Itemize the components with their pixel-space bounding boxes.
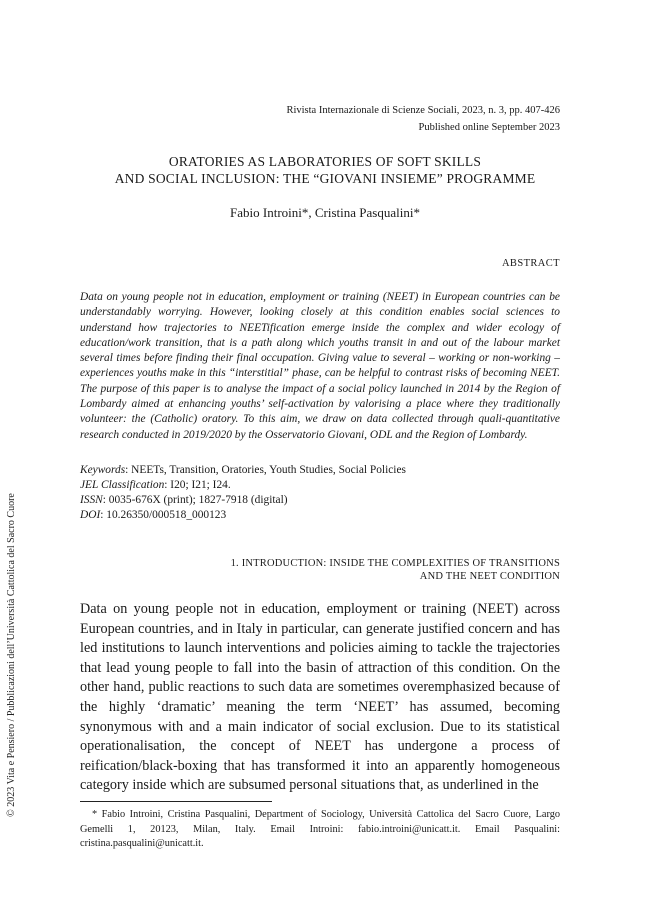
jel-value: : I20; I21; I24. [164,479,231,491]
doi-value: : 10.26350/000518_000123 [100,509,227,521]
footnote: * Fabio Introini, Cristina Pasqualini, Department of Sociology, Università Cattolica del Sacro Cuore, Largo Gemelli 1, 20123, Milan, Italy. Email Introini: fabio.introini@unicatt.it. Email Pasqualini: cristina.pasqualini@unicatt.it. [80,809,560,849]
issn-label: ISSN [80,494,103,506]
copyright-side-note: © 2023 Vita e Pensiero / Pubblicazioni dell’Università Cattolica del Sacro Cuore [6,493,17,817]
jel-label: JEL Classification [80,479,165,491]
doi-label: DOI [80,509,101,521]
keywords-value: : NEETs, Transition, Oratories, Youth Studies, Social Policies [125,464,406,476]
keywords-line [80,463,560,478]
section-heading [180,557,560,583]
abstract-heading: ABSTRACT [501,258,560,269]
footnote-divider [80,801,272,802]
jel-line [80,478,560,493]
publication-date: Published online September 2023 [418,122,560,133]
issn-line [80,493,560,508]
authors: Fabio Introini*, Cristina Pasqualini* [230,205,420,220]
section-heading-line-1: 1. INTRODUCTION: INSIDE THE COMPLEXITIES OF TRANSITIONS [230,558,560,569]
keywords-label: Keywords [80,464,126,476]
doi-line [80,508,560,523]
abstract-text: Data on young people not in education, employment or training (NEET) in European countries can be understandably worrying. However, looking closely at this condition enables social sciences to understand how trajectories to NEETification emerge inside the complex and wider ecology of education/work transition, that is a path along which youths transit in and out of the labour market several times before finding their final occupation. Giving value to several – working or non-working – experiences youths make in this “interstitial” phase, can be helpful to contrast risks of becoming NEET. The purpose of this paper is to analyse the impact of a social policy launched in 2014 by the Region of Lombardy aimed at enhancing youths’ self-activation by valorising a place where they traditionally volunteer: the (Catholic) oratory. To this aim, we draw on data collected through quali-quantitative research conducted in 2019/2020 by the Osservatorio Giovani, ODL and the Region of Lombardy. [80,291,560,441]
journal-reference: Rivista Internazionale di Scienze Sociali, 2023, n. 3, pp. 407-426 [286,105,560,116]
section-heading-line-2: AND THE NEET CONDITION [419,571,560,582]
body-paragraph: Data on young people not in education, employment or training (NEET) across European countries, and in Italy in particular, can generate justified concern and has led institutions to launch interventions and policies aiming to tackle the trajectories that lead young people to fall into the basin of attraction of this condition. On the other hand, public reactions to such data are sometimes overemphasized because of the highly ‘dramatic’ meaning the term ‘NEET’ has assumed, becoming synonymous with and a main indicator of social exclusion. Due to its statistical operationalisation, the concept of NEET has undergone a process of reification/black-boxing that has transformed it into an apparently homogeneous category inside which are subsumed personal situations that, as underlined in the [80,601,560,794]
issn-value: : 0035-676X (print); 1827-7918 (digital) [102,494,288,506]
paper-title-line-1: ORATORIES AS LABORATORIES OF SOFT SKILLS [168,154,482,169]
paper-title-line-2: AND SOCIAL INCLUSION: THE “GIOVANI INSIEME” PROGRAMME [114,171,536,186]
